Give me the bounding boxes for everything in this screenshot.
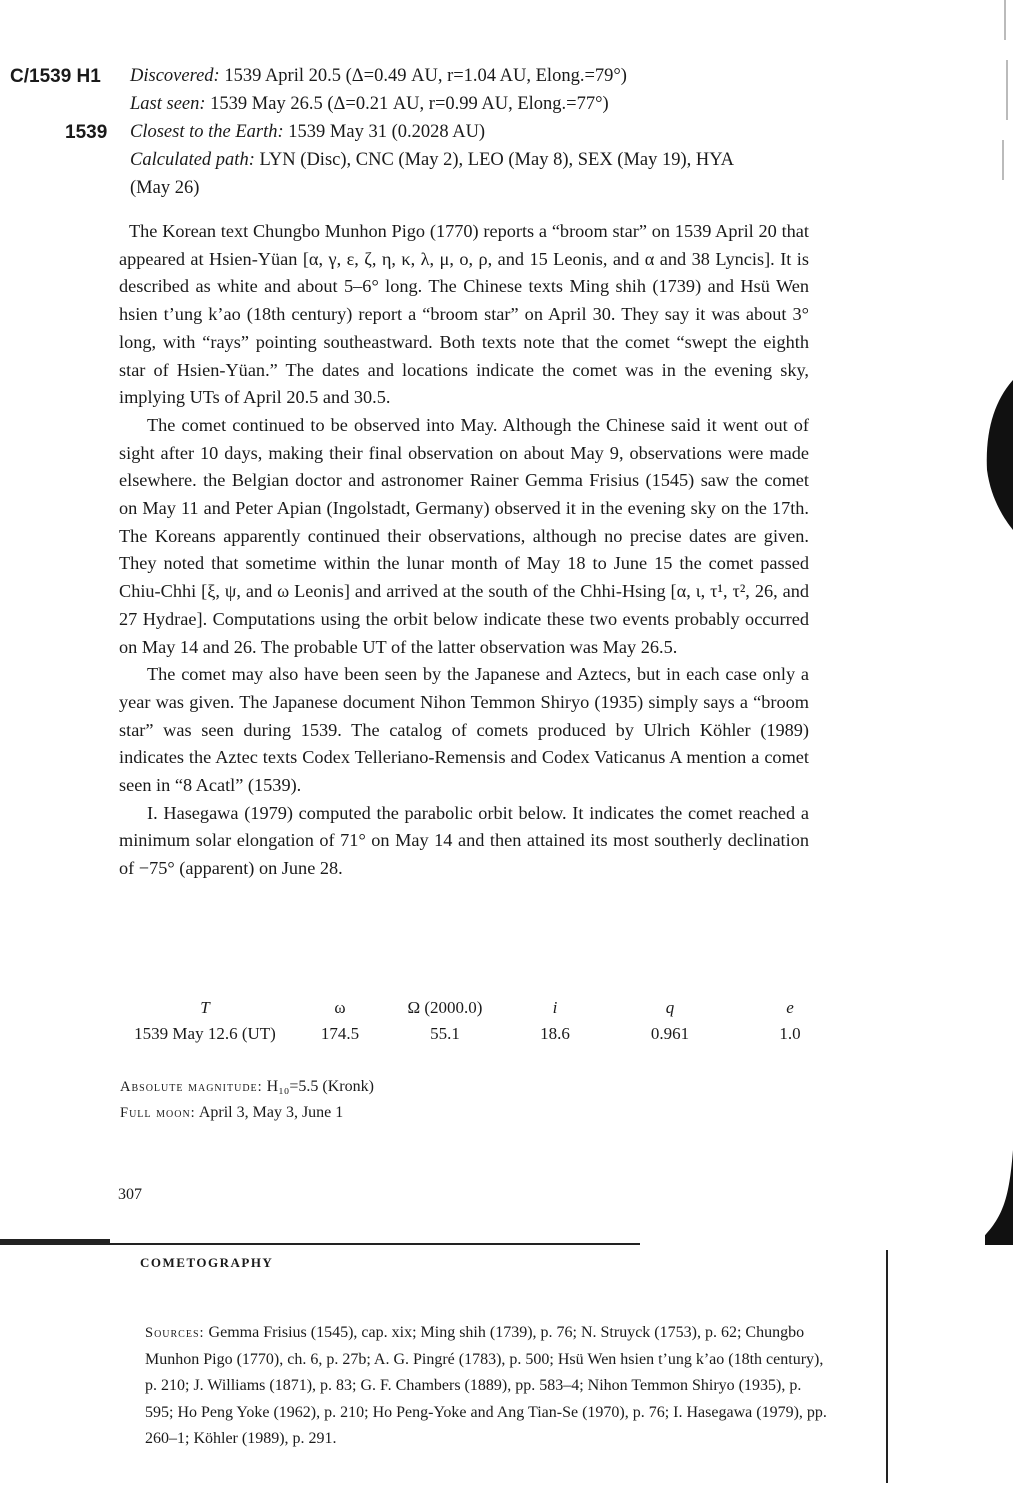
abs-mag-label: Absolute magnitude: bbox=[120, 1079, 263, 1095]
last-seen-text: 1539 May 26.5 (Δ=0.21 AU, r=0.99 AU, Elong.=77°) bbox=[205, 94, 609, 114]
closest-text: 1539 May 31 (0.2028 AU) bbox=[283, 122, 486, 142]
orbit-header-e: e bbox=[786, 998, 794, 1017]
path-line-2: (May 26) bbox=[130, 178, 200, 198]
absolute-magnitude bbox=[120, 1078, 374, 1096]
page-rule bbox=[0, 1243, 640, 1245]
sources-text: Gemma Frisius (1545), cap. xix; Ming shih (1739), p. 76; N. Struyck (1753), p. 62; Chungbo Munhon Pigo (1770), ch. 6, p. 27b; A. G. Pingré (1783), p. 500; Hsü Wen hsien t’ung k’ao (18th century), p. 210; J. Williams (1871), p. 83; G. F. Chambers (1889), pp. 583–4; Nihon Temmon Shiryo (1935), p. 595; Ho Peng Yoke (1962), p. 210; Ho Peng-Yoke and Ang Tian-Se (1970), p. 76; I. Hasegawa (1979), pp. 260–1; Köhler (1989), p. 291. bbox=[145, 1324, 827, 1447]
last-seen-label: Last seen: bbox=[130, 94, 206, 114]
full-moon-label: Full moon: bbox=[120, 1105, 196, 1121]
orbit-header-q: q bbox=[665, 998, 675, 1017]
orbit-table bbox=[120, 995, 850, 1047]
full-moon-value: April 3, May 3, June 1 bbox=[195, 1104, 344, 1121]
last-seen-line bbox=[130, 90, 609, 118]
path-label: Calculated path: bbox=[130, 150, 255, 170]
sources bbox=[145, 1320, 833, 1453]
discovered-line bbox=[130, 62, 627, 90]
paragraph-1: The Korean text Chungbo Munhon Pigo (1770) reports a “broom star” on 1539 April 20 that appeared at Hsien-Yüan [α, γ, ε, ζ, η, κ, λ, μ, o, ρ, and 15 Leonis, and α and 38 Lyncis]. It is described as white and about 5–6° long. The Chinese texts Ming shih (1739) and Hsü Wen hsien t’ung k’ao (18th century) report a “broom star” on April 30. They say it was about 3° long, with “rays” pointing southeastward. Both texts note that the comet “swept the eighth star of Hsien-Yüan.” The dates and locations indicate the comet was in the evening sky, implying UTs of April 20.5 and 30.5. bbox=[119, 221, 809, 408]
orbit-value-node: 55.1 bbox=[430, 1024, 460, 1043]
paragraph-3: The comet may also have been seen by the Japanese and Aztecs, but in each case only a year was given. The Japanese document Nihon Temmon Shiryo (1935) simply says a “broom star” was seen during 1539. The catalog of comets produced by Ulrich Köhler (1989) indicates the Aztec texts Codex Telleriano-Remensis and Codex Vaticanus A mention a comet seen in “8 Acatl” (1539). bbox=[119, 664, 809, 796]
orbit-header-T: T bbox=[200, 998, 210, 1017]
orbit-value-T: 1539 May 12.6 (UT) bbox=[134, 1024, 276, 1043]
orbit-value-row bbox=[120, 1021, 850, 1047]
scan-edge-shadow bbox=[985, 0, 1013, 1485]
scan-gutter-line bbox=[886, 1250, 888, 1483]
path-line bbox=[130, 146, 734, 174]
abs-mag-value: H₁₀=5.5 (Kronk) bbox=[262, 1078, 374, 1095]
paragraph-2: The comet continued to be observed into May. Although the Chinese said it went out of sight after 10 days, making their final observation on about May 9, observations were made elsewhere. the Belgian doctor and astronomer Rainer Gemma Frisius (1545) saw the comet on May 11 and Peter Apian (Ingolstadt, Germany) observed it in the evening sky on the 17th. The Koreans apparently continued their observations, although no precise dates are given. They noted that sometime within the lunar month of May 18 to June 15 the comet passed Chiu-Chhi [ξ, ψ, and ω Leonis] and arrived at the south of the Chhi-Hsing [α, ι, τ¹, τ², 26, and 27 Hydrae]. Computations using the orbit below indicate these two events probably occurred on May 14 and 26. The probable UT of the latter observation was May 26.5. bbox=[119, 414, 809, 657]
body-text bbox=[119, 218, 809, 883]
orbit-value-i: 18.6 bbox=[540, 1024, 570, 1043]
running-head: COMETOGRAPHY bbox=[140, 1255, 274, 1270]
comet-designation: C/1539 H1 bbox=[10, 66, 101, 87]
sources-label: Sources: bbox=[145, 1325, 205, 1341]
closest-label: Closest to the Earth: bbox=[130, 122, 284, 142]
paragraph-4: I. Hasegawa (1979) computed the parabolic orbit below. It indicates the comet reached a minimum solar elongation of 71° on May 14 and then attained its most southerly declination of −75° (apparent) on June 28. bbox=[119, 802, 809, 879]
full-moon bbox=[120, 1104, 343, 1122]
path-text: LYN (Disc), CNC (May 2), LEO (May 8), SEX (May 19), HYA bbox=[254, 150, 734, 170]
closest-line bbox=[130, 118, 485, 146]
orbit-header-row bbox=[120, 995, 850, 1021]
orbit-header-omega: ω bbox=[334, 998, 346, 1017]
orbit-value-q: 0.961 bbox=[650, 1024, 690, 1043]
orbit-value-e: 1.0 bbox=[779, 1024, 801, 1043]
page-number: 307 bbox=[118, 1186, 142, 1203]
discovered-label: Discovered: bbox=[130, 66, 220, 86]
discovered-text: 1539 April 20.5 (Δ=0.49 AU, r=1.04 AU, Elong.=79°) bbox=[219, 66, 627, 86]
orbit-value-omega: 174.5 bbox=[320, 1024, 360, 1043]
orbit-header-i: i bbox=[552, 998, 558, 1017]
comet-year: 1539 bbox=[65, 122, 108, 143]
orbit-header-node: Ω (2000.0) bbox=[407, 998, 483, 1017]
